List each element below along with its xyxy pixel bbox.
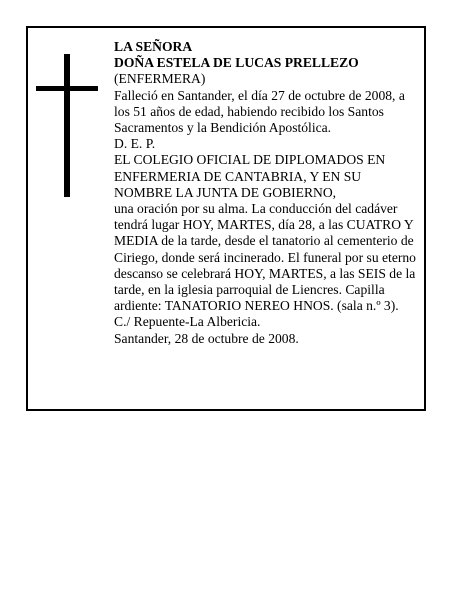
address: C./ Repuente-La Albericia. bbox=[114, 314, 261, 330]
deceased-name: DOÑA ESTELA DE LUCAS PRELLEZO bbox=[114, 55, 359, 71]
honorific: LA SEÑORA bbox=[114, 39, 193, 54]
profession: (ENFERMERA) bbox=[114, 71, 206, 87]
cross-icon bbox=[36, 54, 98, 197]
organization: EL COLEGIO OFICIAL DE DIPLOMADOS EN ENFERMERIA DE CANTABRIA, Y EN SU NOMBRE LA JUNTA DE GOBIERNO, bbox=[114, 152, 386, 200]
place-date: Santander, 28 de octubre de 2008. bbox=[114, 330, 299, 346]
cross-vertical-bar bbox=[64, 54, 70, 197]
arrangements: una oración por su alma. La conducción del cadáver tendrá lugar HOY, MARTES, día 28, a las CUATRO Y MEDIA de la tarde, desde el tanatorio al cementerio de Ciriego, donde será incinerado. El funeral por su eterno descanso se celebrará HOY, MARTES, a las SEIS de la tarde, en la iglesia parroquial de Liencres. Capilla ardiente: TANATORIO NEREO HNOS. (sala n.º 3). bbox=[114, 201, 416, 314]
death-announcement: Falleció en Santander, el día 27 de octubre de 2008, a los 51 años de edad, habiendo recibido los Santos Sacramentos y la Bendición Apostólica. bbox=[114, 87, 405, 136]
dep-line: D. E. P. bbox=[114, 136, 156, 152]
cross-horizontal-bar bbox=[36, 86, 98, 91]
obituary-text bbox=[114, 39, 420, 347]
